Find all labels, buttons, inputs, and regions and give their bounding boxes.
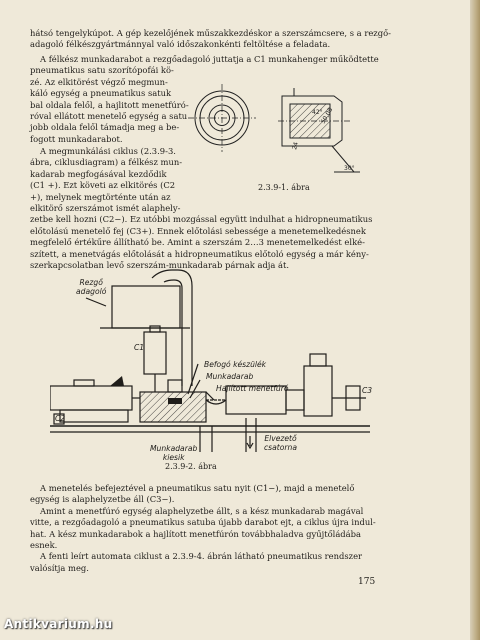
page-number: 175 (358, 577, 376, 587)
label-c3: C3 (362, 386, 373, 395)
text-line: káló egység a pneumatikus satuk (30, 88, 172, 99)
text-line: +), melynek megtörténte után az (30, 191, 171, 202)
label-c1: C1 (134, 343, 145, 352)
figure-2-caption: 2.3.9-2. ábra (165, 462, 217, 471)
text-line: megfelelő értékűre állítható be. Amint a szerszám 2…3 menetemelkedést elké- (30, 237, 365, 248)
text-line: vitte, a rezgőadagoló a pneumatikus satuba újabb darabot ejt, a ciklus újra indul- (30, 517, 376, 528)
text-line: hat. A kész munkadarabok a hajlított menetfúrón továbbhaladva gyűjtőládába (30, 528, 362, 539)
paragraph-closing (30, 483, 376, 574)
text-line: zetbe kell hozni (C2−). Ez utóbbi mozgással együtt indulhat a hidropneumatikus (30, 214, 373, 225)
text-line: A megmunkálási ciklus (2.3.9-3. (40, 146, 176, 156)
dim-angle-42: 42° (312, 109, 323, 116)
text-line: esnek. (30, 540, 58, 551)
site-watermark: Antikvarium.hu (4, 617, 113, 631)
label-c2: C2 (55, 414, 66, 423)
text-line: (C1 +). Ezt követi az elkitörés (C2 (30, 180, 176, 191)
text-line: valósítja meg. (30, 562, 89, 573)
label-vibratory-feeder: Rezgő adagoló (76, 278, 107, 296)
text-line: szerkapcsolatban levő szerszám-munkadarab párnak adja át. (30, 260, 290, 271)
text-line: A félkész munkadarabot a rezgőadagoló juttatja a C1 munkahenger működtette (40, 54, 379, 64)
text-line: A menetelés befejeztével a pneumatikus satu nyit (C1−), majd a menetelő (40, 483, 355, 493)
figure-2-3-9-1 (182, 78, 372, 178)
label-discharge-channel: Elvezető csatorna (264, 434, 297, 452)
text-line: hátsó tengelykúpot. A gép kezelőjének műszakkezdéskor a szerszámcsere, s a rezgő- (30, 28, 391, 38)
book-spine (470, 0, 480, 640)
dim-50-08: 50,08 (319, 106, 335, 125)
text-line: pneumatikus satu szorítópofái kö- (30, 65, 174, 76)
text-line: jobb oldala felől támadja meg a be- (30, 122, 180, 133)
text-line: Amint a menetfúró egység alaphelyzetbe állt, s a kész munkadarab magával (40, 505, 364, 516)
label-clamping-device: Befogó készülék (204, 360, 267, 369)
text-line: adagoló félkészgyártmánnyal való időszakonkénti feltöltése a feladata. (30, 39, 331, 50)
text-line: egység is alaphelyzetbe áll (C3−). (30, 494, 175, 505)
dim-24: 24 (291, 141, 300, 151)
text-line: zé. Az elkitörést végző megmun- (30, 76, 168, 87)
text-line: kadarab megfogásával kezdődik (30, 168, 167, 179)
label-workpiece-falls: Munkadarab kiesik (150, 444, 198, 462)
dim-angle-30: 30° (344, 165, 355, 172)
text-line: bal oldala felől, a hajlitott menetfúró- (30, 99, 189, 110)
text-line: szített, a menetvágás előtolását a hidropneumatikus előtoló egység a már kény- (30, 248, 369, 259)
text-line: A fenti leírt automata ciklust a 2.3.9-4. ábrán látható pneumatikus rendszer (40, 551, 363, 562)
text-line: előtolású menetelő fej (C3+). Ennek előtolási sebessége a menetemelkedésnek (30, 225, 366, 236)
text-line: elkitörő szerszámot ismét alaphely- (30, 203, 181, 214)
figure-1-caption: 2.3.9-1. ábra (258, 183, 310, 192)
text-line: ábra, ciklusdiagram) a félkész mun- (30, 157, 183, 168)
paragraph-intro (30, 28, 391, 51)
label-bent-tap: Hajlított menetfúró (216, 384, 289, 393)
label-workpiece: Munkadarab (206, 372, 254, 381)
text-line: róval ellátott menetelő egység a satu (30, 111, 188, 122)
text-line: fogott munkadarabot. (30, 133, 123, 144)
